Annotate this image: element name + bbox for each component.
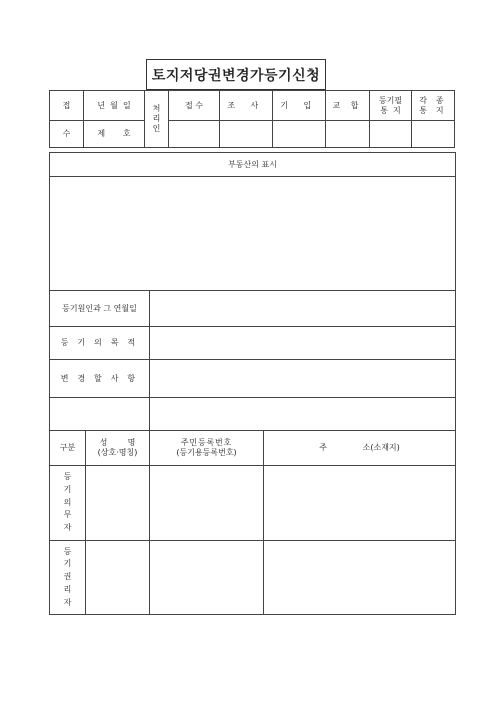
category-header: 구분 (50, 431, 86, 466)
receipt-su-label: 수 (50, 121, 84, 148)
receipt-cell-investigate[interactable] (220, 121, 273, 148)
receipt-col-check: 교 합 (326, 91, 370, 121)
extra-field[interactable] (150, 398, 456, 431)
purpose-field[interactable] (150, 327, 456, 360)
holder-name-field[interactable] (86, 541, 150, 615)
receipt-various-notice: 각 종 통 지 (412, 91, 455, 121)
application-table (49, 152, 456, 615)
obligor-address-field[interactable] (264, 466, 456, 541)
changes-field[interactable] (150, 360, 456, 398)
holder-address-field[interactable] (264, 541, 456, 615)
cause-date-field[interactable] (150, 291, 456, 327)
obligor-label: 등 기 의 무 자 (50, 466, 86, 541)
changes-label: 변 경 할 사 항 (50, 360, 150, 398)
receipt-notice-needed: 등기필 통 지 (370, 91, 412, 121)
address-header: 주 소(소재지) (264, 431, 456, 466)
holder-label: 등 기 권 리 자 (50, 541, 86, 615)
receipt-col-accept: 접 수 (169, 91, 220, 121)
cause-date-label: 등기원인과 그 연월일 (50, 291, 150, 327)
extra-label-cell (50, 398, 150, 431)
obligor-name-field[interactable] (86, 466, 150, 541)
receipt-cell-notice-needed[interactable] (370, 121, 412, 148)
form-title: 토지저당권변경가등기신청 (146, 59, 326, 90)
reg-no-header: 주민등록번호 (등기용등록번호) (150, 431, 264, 466)
purpose-label: 등 기 의 목 적 (50, 327, 150, 360)
receipt-table (49, 90, 455, 148)
receipt-handler-label: 처 리 인 (145, 91, 169, 148)
property-header: 부동산의 표시 (50, 153, 456, 177)
receipt-col-entry: 기 입 (273, 91, 326, 121)
receipt-col-investigate: 조 사 (220, 91, 273, 121)
receipt-jeop-label: 접 (50, 91, 84, 121)
receipt-date-label: 년 월 일 (84, 91, 145, 121)
receipt-number-label: 제 호 (84, 121, 145, 148)
name-header: 성 명 (상호·명칭) (86, 431, 150, 466)
receipt-cell-entry[interactable] (273, 121, 326, 148)
receipt-cell-various-notice[interactable] (412, 121, 455, 148)
property-description-field[interactable] (50, 177, 456, 291)
receipt-cell-accept[interactable] (169, 121, 220, 148)
holder-reg-no-field[interactable] (150, 541, 264, 615)
obligor-reg-no-field[interactable] (150, 466, 264, 541)
receipt-cell-check[interactable] (326, 121, 370, 148)
